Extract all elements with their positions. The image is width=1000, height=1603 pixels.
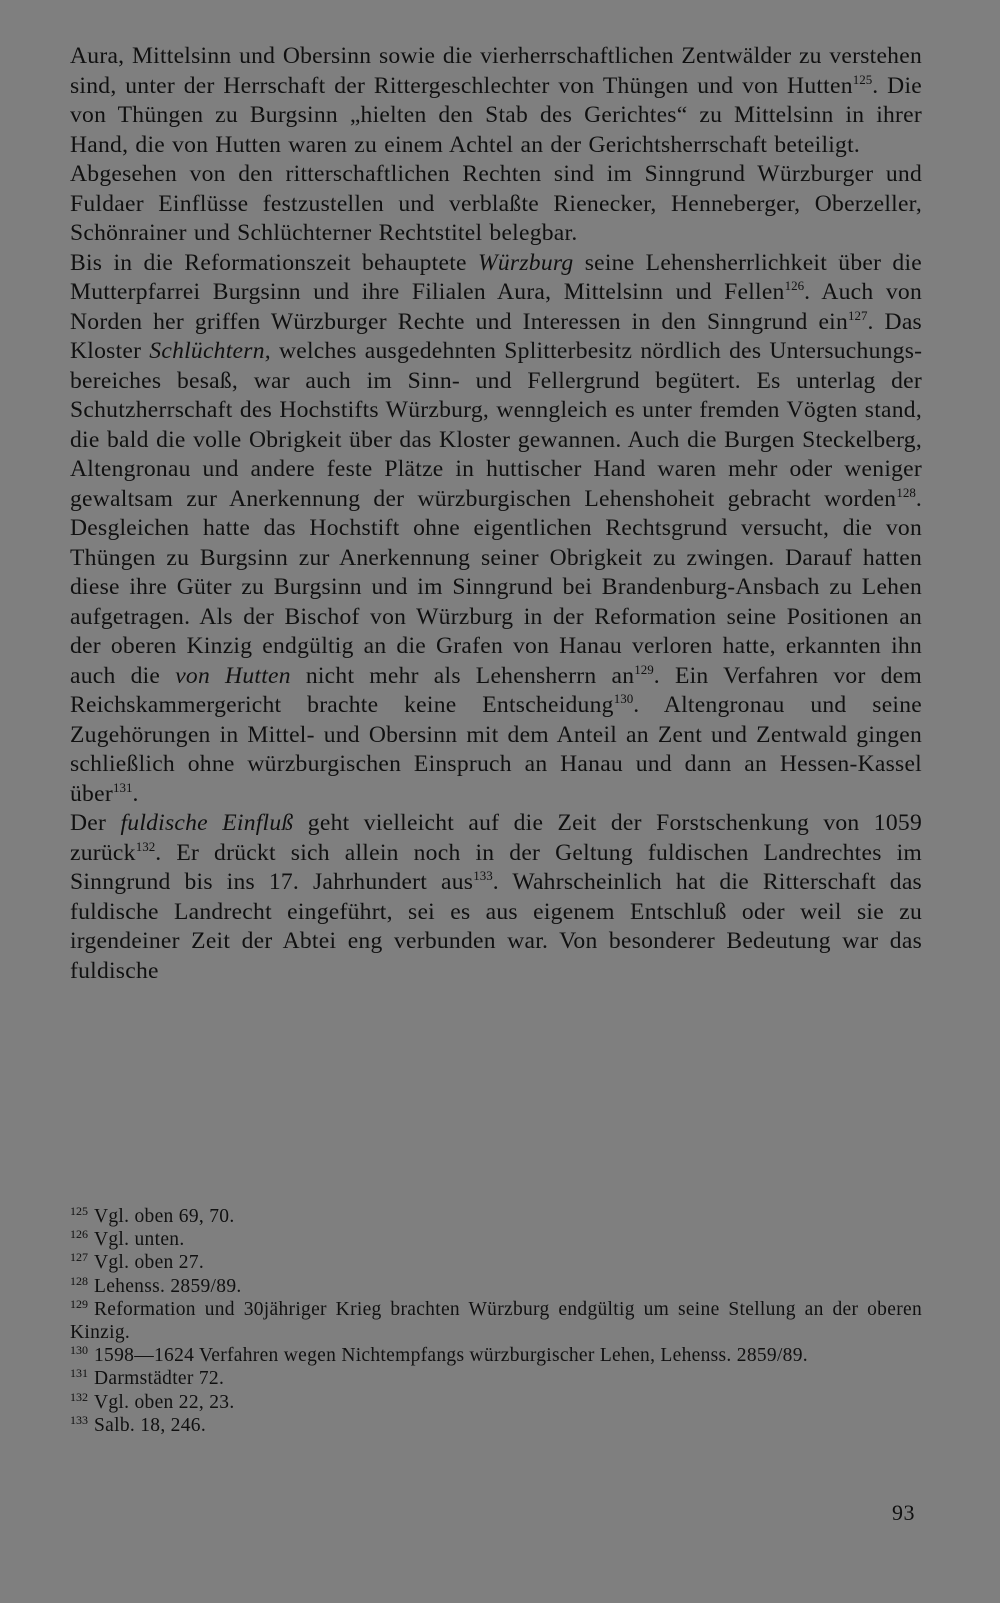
text-run: . Wahrscheinlich hat die Ritterschaft das fuldische Landrecht eingeführt, sei es aus eigenem Entschluß oder weil sie zu irgendeiner Zeit der Abtei eng verbunden war. Von besonderer Bedeutung war das fuldische [70,869,922,984]
footnote-number: 128 [70,1273,88,1288]
text-run: . Desgleichen hatte das Hochstift ohne eigentlichen Rechtsgrund versucht, die von Thüngen zu Burgsinn zur Anerkennung seiner Obrigkeit zu zwingen. Darauf hatten diese ihre Güter zu Burgsinn und im Sinngrund bei Brandenburg-Ansbach zu Lehen aufgetragen. Als der Bischof von Würzburg in der Reformation seine Positionen an der oberen Kinzig endgültig an die Grafen von Hanau verloren hatte, erkannten ihn auch die [70,485,922,689]
footnote-number: 127 [70,1250,88,1265]
footnotes [70,1205,922,1437]
footnote-reference: 125 [852,71,873,87]
footnote-reference: 127 [848,307,868,323]
text-run: . Er drückt sich allein noch in der Geltung fuldischen Landrechtes im Sinngrund bis ins 17. Jahrhundert aus [70,839,922,895]
text-run: Bis in die Reformationszeit behauptete [70,249,478,276]
footnote-reference: 131 [112,779,133,795]
text-run: geht vielleicht auf die Zeit der Forstschenkung von 1059 zurück [70,810,922,866]
footnote [70,1344,922,1367]
footnote-reference: 130 [613,691,634,706]
text-run: Abgesehen von den ritterschaftlichen Rechten sind im Sinngrund Würzburger und Fuldaer Einflüsse festzustellen und verblaßte Rienecker, Henneberger, Oberzeller, Schönrainer und Schlüchterner Rechtstitel belegbar. [70,161,922,246]
footnote [70,1367,922,1390]
text-run: seine Lehensherrlichkeit über die Mutterpfarrei Burgsinn und ihre Filialen Aura, Mittelsinn und Fellen [70,249,922,305]
footnote [70,1251,922,1274]
footnote-number: 126 [70,1227,88,1242]
footnote-number: 129 [70,1296,88,1311]
footnote-text: Darmstädter 72. [94,1368,225,1390]
emphasized-text: Würzburg [477,249,574,276]
emphasized-text: fuldische Einfluß [120,810,294,836]
footnote-text: Reformation und 30jähriger Krieg brachten Würzburg endgültig um seine Stellung an der oberen Kinzig. [70,1298,922,1344]
footnote-text: Vgl. oben 22, 23. [94,1391,235,1413]
footnote-text: Vgl. oben 27. [94,1252,205,1274]
text-run: . Ein Verfahren vor dem Reichskammergericht brachte keine Entscheidung [70,662,922,718]
text-run: Der [70,810,121,836]
footnote-number: 133 [70,1412,88,1427]
text-run: nicht mehr als Lehensherrn an [290,662,635,689]
footnote-reference: 128 [896,484,916,500]
footnote-text: Salb. 18, 246. [94,1414,206,1436]
footnote-reference: 132 [135,838,156,854]
footnote [70,1205,922,1228]
text-run: . Das Kloster [70,308,922,364]
footnote-reference: 126 [784,278,805,293]
emphasized-text: von Hutten [175,662,291,689]
paragraph [70,249,922,810]
footnote-text: Lehenss. 2859/89. [94,1275,242,1297]
emphasized-text: Schlüchtern, [149,338,271,364]
paragraph [70,42,922,160]
text-run: . [132,780,139,807]
footnote-number: 131 [70,1366,88,1381]
footnote-reference: 133 [473,868,493,883]
footnote-text: Vgl. unten. [94,1229,185,1251]
page-body [70,42,922,986]
paragraph [70,160,922,249]
footnote-reference: 129 [634,661,654,677]
footnote [70,1275,922,1298]
footnote [70,1391,922,1414]
body-text [70,42,922,986]
footnote [70,1228,922,1251]
footnote [70,1414,922,1437]
text-run: . Altengronau und seine Zugehörungen in Mittel- und Obersinn mit dem Anteil an Zent und Zentwald gingen schließlich ohne würzburgischen Einspruch an Hanau und dann an Hessen-Kassel über [70,692,922,807]
footnote-text: 1598—1624 Verfahren wegen Nichtempfangs würzburgischer Lehen, Lehenss. 2859/89. [94,1345,808,1367]
footnote-number: 125 [70,1204,88,1218]
text-run: welches ausgedehnten Splitterbesitz nördlich des Untersuchungsbereiches besaß, war auch im Sinn- und Fellergrund begütert. Es unterlag der Schutzherrschaft des Hochstifts Würzburg, wenngleich es unter fremden Vögten stand, die bald die volle Obrigkeit über das Kloster gewannen. Auch die Burgen Steckelberg, Altengronau und andere feste Plätze in huttischer Hand waren mehr oder weniger gewaltsam zur Anerkennung der würzburgischen Lehenshoheit gebracht worden [70,338,923,512]
footnote [70,1298,922,1344]
footnote-number: 132 [70,1389,88,1404]
footnote-number: 130 [70,1343,88,1358]
footnote-text: Vgl. oben 69, 70. [94,1206,235,1227]
page-number: 93 [892,1500,915,1525]
text-run: . Auch von Norden her griffen Würzburger Rechte und Interessen in den Sinngrund ein [70,279,922,335]
paragraph [70,809,922,986]
text-run: Aura, Mittelsinn und Obersinn sowie die vierherrschaftlichen Zentwälder zu verstehen sind, unter der Herrschaft der Rittergeschlechter von Thüngen und von Hutten [70,43,922,99]
text-run: . Die von Thüngen zu Burgsinn „hielten den Stab des Gerichtes“ zu Mittelsinn in ihrer Hand, die von Hutten waren zu einem Achtel an der Gerichtsherrschaft beteiligt. [70,72,922,158]
